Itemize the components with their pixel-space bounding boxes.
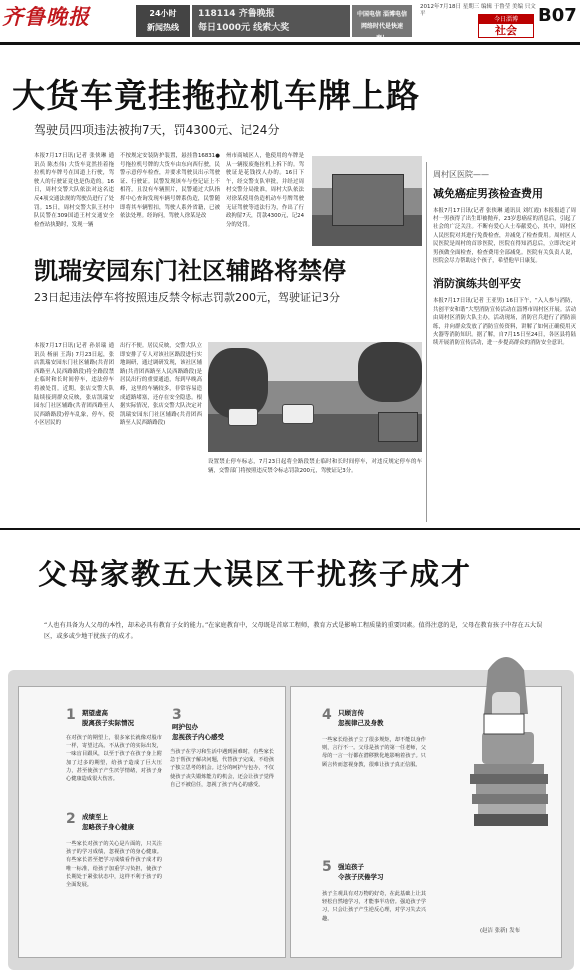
- ad-line-2: 每日1000元 线索大奖: [198, 23, 290, 33]
- item-1-text: 在对孩子的期望上，很多家长就像对股市一样，寄望过高。不从孩子的实际出发，一味盲目跟风，以至于孩子在孩子身上附加了过多的期望，给孩子造成了巨大压力，甚至使孩子产生厌学情绪，对孩子身心健康造成很大伤害。: [66, 735, 162, 783]
- story2-headline: 凯瑞安园东门社区辅路将禁停: [34, 256, 346, 285]
- truck-photo: [312, 156, 422, 246]
- hotline-line-1: 24小时: [149, 9, 177, 18]
- sidebar-kicker: 周村区医院——: [433, 170, 489, 179]
- item-4-title: 只顾言传 忽视律己及身教: [338, 709, 384, 727]
- story2-col3: 设置禁止停车标志，7月23日起将全路段禁止临时和长时间停车，对违反规定停车的车辆，交警部门将按照违反禁令标志罚款200元，驾驶证记3分。: [208, 459, 422, 474]
- telecom-ad-line-2: 网络时代是快速度！: [360, 23, 403, 42]
- section-divider: [0, 528, 580, 530]
- item-5-title: 强迫孩子 令孩子厌倦学习: [338, 863, 384, 881]
- sidebar-title-2: 消防演练共创平安: [433, 277, 521, 291]
- item-3-title: 呵护包办 忽视孩子内心感受: [172, 723, 224, 741]
- story2-col2: 出行不便。居民反映，交警大队立即安排了专人对该社区路段进行实地调研，通过调研发现，该社区辅路(共青团西路至人民西路路段)是居民出行的重要通道，每到早晚高峰，这里的车辆较多，非常容易造成道路堵塞，还存在安全隐患。根据实际情况，张店交警大队决定对凯瑞安园东门社区辅路(共青团西路至人民西路路段): [120, 343, 202, 427]
- item-2-text: 一些家长对孩子的关心是片面的，只关注孩子的学习成绩，忽视孩子的身心健康。有些家长甚至把学习成绩看作孩子成才的唯一标准，给孩子加重学习负担，使孩子长期处于紧张状态中，这样不利于孩子的全面发展。: [66, 841, 162, 889]
- sidebar-text-2: 本报7月17日讯(记者 王亚男) 16日下午，“入人参与消防，共创平安和谐”大型消防宣传活动在淄博市周村区开展。活动由周村区消防大队主办，活动现场，消防官兵进行了消防演练，并向群众发放了消防宣传资料，讲解了如何正确使用灭火器等消防知识。据了解，自7月15日至24日，各区县将陆续开展消防宣传活动，进一步提高群众的消防安全意识。: [433, 298, 576, 347]
- story1-col2: 不按规定安装防护装置，悬挂鲁16831●号拖拉机号牌的大货车由东向西行驶，民警示意停车检查，并要求驾驶员出示驾驶证、行驶证。民警发现该车与登记证上不相符，且没有车辆照片，民警通过大队指挥中心查询发现车辆号牌系伪造，民警随即将其车辆暂扣，驾驶人系外省籍，已被依法处理。经询问，驾驶人徐某是改: [120, 153, 220, 220]
- masthead-rule: [0, 42, 580, 45]
- sidebar-text-1: 本报7月17日讯(记者 张侠琳 通讯员 刘红霞) 本报报道了周村一男孩得了出生即被抛弃，23岁患癌症的消息后，引起了社会的广泛关注。不断有爱心人士奉献爱心，其中，周村区人民医院对其进行免费检查，并减免了检查费用。周村区人民医院是周村的首诊医院，医院在得知消息后，立即决定对男孩做全面检查，检查费用全部减免。医院有关负责人说，医院会尽力帮助这个孩子，希望他早日康复。: [433, 207, 576, 265]
- dateline: 2012年7月18日 星期三 编辑 于鲁莹 美编 只文平: [420, 4, 536, 18]
- masthead: [0, 0, 580, 40]
- feature-headline: 父母家教五大误区干扰孩子成才: [38, 557, 473, 591]
- story1-col3: 州市商城区人，他使用的车牌是从一辆报废拖拉机上拆下的。驾驶证是花钱找人办的。16日下午，经交警支队审批，并经过周村交警分局批准，周村大队依法对徐某使用伪造机动车号牌驾驶无证驾驶等违法行为，作出了行政拘留7天，罚款4300元，记24分的处罚。: [226, 153, 304, 228]
- story2-col1: 本报7月17日讯(记者 孙景瑞 通讯员 杨丽 王海) 7月23日起，张店凯瑞安园东门社区辅路(共青团西路至人民西路路段)将全路段禁止临时和长时间停车，违法停车将被处罚。近期，张店交警大队陆续接到群众反映，张店凯瑞安园东门社区辅路(共青团西路至人民西路路段)停车乱象，停车，使小区居民的: [34, 343, 114, 427]
- street-photo: [208, 342, 422, 452]
- sidebar-title-1: 减免癌症男孩检查费用: [433, 186, 543, 200]
- feature-credit: (赵洁 张新) 发布: [480, 928, 520, 934]
- item-3-text: 当孩子在学习和生活中遇到困难时，有些家长急于帮孩子解决问题，代替孩子完成，不给孩子独立思考的机会。过分的呵护与包办，不仅使孩子丧失锻炼能力的机会，还会让孩子觉得自己不被信任，忽视了孩子内心的感受。: [170, 749, 274, 788]
- item-1-title: 期望虚高 脱离孩子实际情况: [82, 709, 134, 727]
- page-number: B07: [538, 5, 577, 26]
- hotline-ad: [136, 5, 190, 37]
- story2-subhead: 23日起违法停车将按照违反禁令标志罚款200元，驾驶证记3分: [34, 291, 340, 304]
- feature-intro: “人也有具备为人父母的本性，却未必具有教育子女的能力。”在家庭教育中，父母既是首席工程师，教育方式是影响工程质量的重要因素。值得注意的是，父母在教育孩子中存在五大误区，或多或少地干扰孩子的成才。: [44, 622, 543, 640]
- item-3-number: 3: [172, 707, 182, 723]
- telecom-ad: [352, 5, 412, 42]
- girl-reading-illustration: [444, 644, 564, 834]
- item-2-number: 2: [66, 811, 76, 827]
- item-5-number: 5: [322, 859, 332, 875]
- story1-col1: 本报7月17日讯(记者 张侠琳 通讯员 陈杰伟) 大货车竟然挂着拖拉机的车牌号在国道上行驶，驾驶人的行驶证竟也是伪造的。16日，周村交警大队依法对这名违反4项交通法规的驾驶员进行了处罚。15日，周村交警大队王村中队民警在309国道王村交通安全检查站执勤时，发现一辆: [34, 153, 114, 228]
- section-top-label: 今日淄博: [479, 15, 533, 24]
- section-name: 社会: [495, 24, 517, 37]
- item-1-number: 1: [66, 707, 76, 723]
- clue-reward-ad: [192, 5, 350, 37]
- hotline-line-2: 新闻热线: [147, 23, 179, 32]
- section-box: [478, 14, 534, 38]
- sidebar: [426, 162, 576, 522]
- item-5-text: 孩子主观具有对万物的好奇，在此基础上让其轻松自然地学习，才能事半功倍。强迫孩子学习，只会让孩子产生逆反心理，对学习失去兴趣。: [322, 891, 426, 922]
- item-2-title: 成绩至上 忽略孩子身心健康: [82, 813, 134, 831]
- story1-headline: 大货车竟挂拖拉机车牌上路: [12, 76, 420, 115]
- ad-line-1: 118114 齐鲁晚报: [198, 9, 275, 19]
- item-4-text: 一些家长给孩子立了很多规矩，却不能以身作则，言行不一。父母是孩子的第一任老师，父母的一言一行都在潜移默化地影响着孩子。只顾言传而忽视身教，很难让孩子真正信服。: [322, 737, 426, 768]
- telecom-ad-line-1: 中国电信 淄博电信: [356, 11, 408, 18]
- item-4-number: 4: [322, 707, 332, 723]
- newspaper-logo: 齐鲁晚报: [2, 4, 90, 29]
- story1-subhead: 驾驶员四项违法被拘7天，罚4300元、记24分: [34, 123, 280, 137]
